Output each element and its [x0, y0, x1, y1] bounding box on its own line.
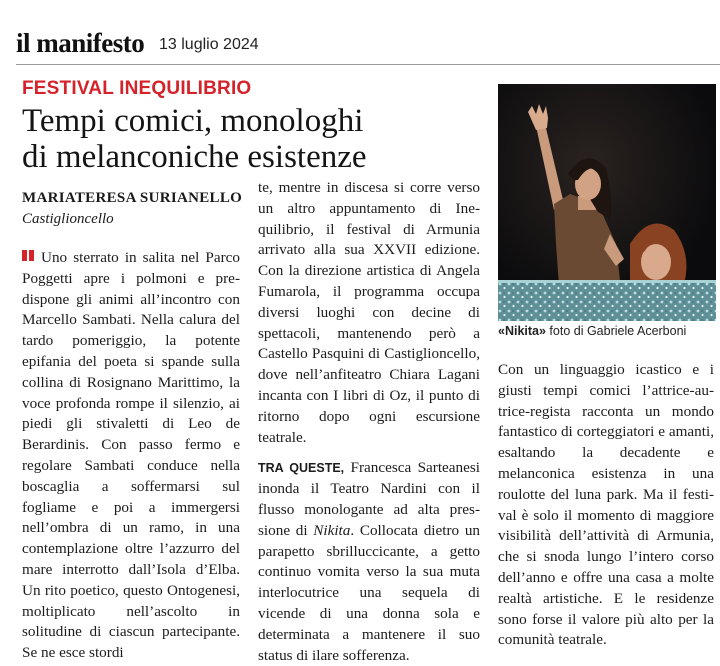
newspaper-logo[interactable]: il manifesto — [16, 28, 145, 58]
column-2-paragraph-1: te, mentre in discesa si corre verso un altro appuntamento di Inequilibrio, il festival di Armunia arrivato alla sua XXVII edizione. Con la direzione artistica di Angela Fumarola, il programma occupa diversi luoghi con decine di spettacoli, mantenendo però a Castello Pasquini di Castiglioncello, dove nell’anfiteatro Chiara Lagani incanta con I libri di Oz, il punto di ritorno dopo ogni escursione teatrale. — [258, 179, 480, 446]
column-2-paragraph-2 — [258, 458, 480, 666]
article-column-2 — [258, 178, 480, 666]
article-kicker: FESTIVAL INEQUILIBRIO — [22, 78, 252, 99]
column-2-text-a: Francesca Sarteanesi inonda il Teatro Nardini con il flusso monologante ad alta pressione di — [258, 459, 480, 539]
publication-date: 13 luglio 2024 — [159, 36, 259, 53]
headline-line-2: di melanconiche esistenze — [22, 139, 367, 175]
paragraph-lead-in: TRA QUESTE, — [258, 461, 345, 476]
masthead-divider — [16, 64, 720, 65]
article-author: MARIATERESA SURIANELLO — [22, 190, 243, 206]
column-2-text-b: . Collocata dietro un parapetto sbrilluccicante, a getto continuo vomita verso la sua muta interlocutrice una sequela di vicende di una donna sola e determinata a mantenere il suo status di ilare sofferenza. — [258, 521, 481, 664]
column-1-text: Uno sterrato in salita nel Parco Poggetti apre i polmoni e predispone gli animi all’incontro con Marcello Sambati. Nella calura del tardo pomeriggio, la potente epifania del poeta si spande sulla collina di Rosignano Marittimo, la voce profonda rompe il silenzio, ai piedi gli stivaletti di Leo de Berardinis. Con passo fermo e regolare Sambati conduce nella boscaglia a soffermarsi sul fogliame e poi a immergersi nell’ombra di un ramo, in una contemplazione oltre l’azzurro del mare interrotto dall’Isola d’Elba. Un rito poetico, questo Ontogenesi, moltiplicato nell’ascolto in solitudine di ciascun partecipante. Se ne esce stordi — [22, 249, 240, 662]
article-dateline: Castiglioncello — [22, 211, 114, 227]
article-photo[interactable] — [498, 84, 716, 321]
stage-photo-illustration — [498, 84, 716, 321]
article-column-3: Con un linguaggio icastico e i giusti tempi comici l’attrice-autrice-regista racconta un mondo fantastico di corteggiatori e amanti, esaltando la decadente e melanconica esistenza in una roulotte del luna park. Ma il festival è solo il momento di maggiore visibilità dell’attività di Armunia, che si snoda lungo l’intero corso dell’anno e offre una casa a molte realtà artistiche. E le residenze sono forse il valore più alto per la comunità teatrale. — [498, 361, 714, 649]
masthead — [16, 28, 716, 62]
headline-line-1: Tempi comici, monologhi — [22, 103, 364, 139]
paragraph-marker-icon — [29, 250, 34, 261]
photo-caption — [498, 324, 716, 338]
paragraph-marker-icon — [22, 250, 27, 261]
play-title: Nikita — [313, 521, 351, 539]
caption-credit: foto di Gabriele Acerboni — [545, 324, 687, 338]
caption-title: «Nikita» — [498, 324, 546, 338]
article-column-1 — [22, 248, 240, 664]
article-headline — [22, 103, 482, 175]
